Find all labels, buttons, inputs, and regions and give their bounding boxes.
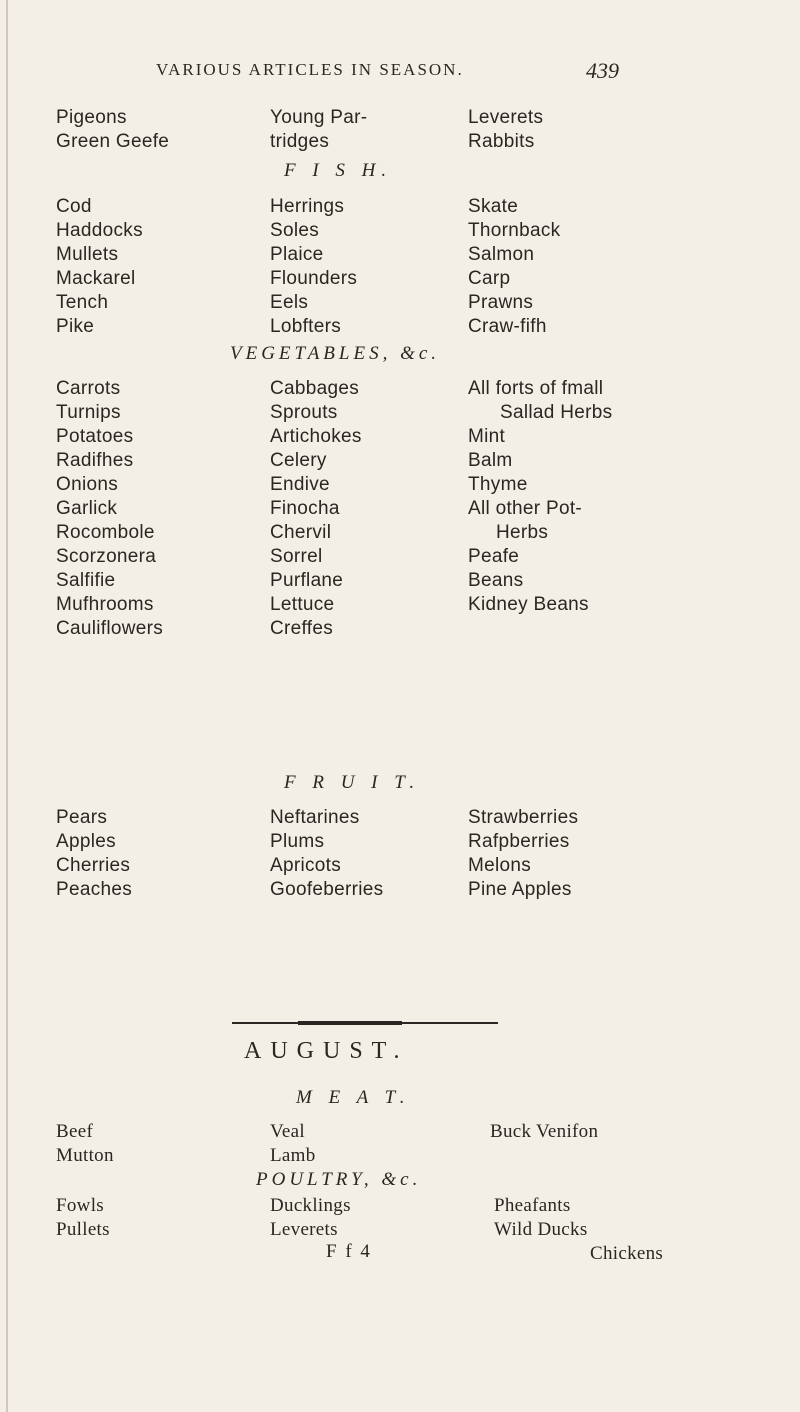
running-head: VARIOUS ARTICLES IN SEASON. [156, 60, 464, 79]
item: Veal [270, 1121, 305, 1142]
item: Rafpberries [468, 831, 570, 852]
item: Lobfters [270, 316, 342, 337]
item: Peafe [468, 546, 520, 567]
item: Sprouts [270, 402, 338, 423]
list-row [0, 267, 800, 291]
list-row [0, 425, 800, 449]
item: Salmon [468, 244, 535, 265]
item: tridges [270, 131, 330, 152]
item: Sorrel [270, 546, 323, 567]
list-row [0, 806, 800, 830]
item: Onions [56, 474, 119, 495]
list-row [0, 291, 800, 315]
item: Lamb [270, 1145, 316, 1166]
list-row [0, 1144, 800, 1168]
item: Pears [56, 807, 108, 828]
list-row [0, 878, 800, 902]
item: Balm [468, 450, 513, 471]
item: Beef [56, 1121, 94, 1142]
item: Radifhes [56, 450, 134, 471]
meat-list [0, 1120, 800, 1168]
list-row [0, 219, 800, 243]
fish-heading: F I S H. [284, 160, 393, 181]
item: Neftarines [270, 807, 360, 828]
item: Rocombole [56, 522, 155, 543]
list-row [0, 593, 800, 617]
item: Chickens [590, 1243, 664, 1264]
vegetables-list [0, 377, 800, 641]
item: Artichokes [270, 426, 362, 447]
item: Herrings [270, 196, 345, 217]
item: Ducklings [270, 1195, 351, 1216]
list-row [0, 545, 800, 569]
list-row [0, 106, 800, 130]
item: Plums [270, 831, 325, 852]
signature-mark: F f 4 [326, 1241, 372, 1262]
item: Peaches [56, 879, 133, 900]
item: Scorzonera [56, 546, 157, 567]
item: Turnips [56, 402, 121, 423]
item: All other Pot- [468, 498, 583, 519]
item: Plaice [270, 244, 324, 265]
item: Green Geefe [56, 131, 170, 152]
item: Beans [468, 570, 524, 591]
item: Mufhrooms [56, 594, 154, 615]
item: Wild Ducks [494, 1219, 588, 1240]
item: Finocha [270, 498, 340, 519]
fish-list [0, 195, 800, 339]
item: Apples [56, 831, 116, 852]
item: Soles [270, 220, 320, 241]
item: Mint [468, 426, 506, 447]
item: Buck Venifon [490, 1121, 599, 1142]
item: Fowls [56, 1195, 104, 1216]
item: Mackarel [56, 268, 136, 289]
item: Strawberries [468, 807, 579, 828]
page-header [0, 58, 800, 88]
list-row [0, 1242, 800, 1266]
item: Garlick [56, 498, 118, 519]
item: Cauliflowers [56, 618, 164, 639]
item: Leverets [468, 107, 544, 128]
meat-heading: M E A T. [296, 1087, 411, 1108]
item: Carrots [56, 378, 121, 399]
list-row [0, 315, 800, 339]
item: Herbs [496, 522, 549, 543]
list-row [0, 401, 800, 425]
vegetables-heading: VEGETABLES, &c. [230, 343, 441, 364]
item: Tench [56, 292, 109, 313]
item: Skate [468, 196, 519, 217]
list-row [0, 1120, 800, 1144]
list-row [0, 449, 800, 473]
item: Pheafants [494, 1195, 571, 1216]
item: Eels [270, 292, 309, 313]
item: Cod [56, 196, 92, 217]
item: Pullets [56, 1219, 110, 1240]
poultry-heading: POULTRY, &c. [256, 1169, 422, 1190]
item: Leverets [270, 1219, 338, 1240]
item: Flounders [270, 268, 358, 289]
list-row [0, 521, 800, 545]
item: Thyme [468, 474, 528, 495]
list-row [0, 617, 800, 641]
item: Rabbits [468, 131, 535, 152]
item: Mutton [56, 1145, 114, 1166]
item: Endive [270, 474, 330, 495]
list-row [0, 569, 800, 593]
item: All forts of fmall [468, 378, 604, 399]
item: Goofeberries [270, 879, 384, 900]
list-row [0, 195, 800, 219]
page-number: 439 [586, 58, 619, 83]
item: Young Par- [270, 107, 368, 128]
game-list [0, 106, 800, 154]
item: Lettuce [270, 594, 335, 615]
fruit-heading: F R U I T. [284, 772, 421, 793]
item: Craw-fifh [468, 316, 547, 337]
item: Haddocks [56, 220, 143, 241]
fruit-list [0, 806, 800, 902]
poultry-list [0, 1194, 800, 1266]
item: Cherries [56, 855, 131, 876]
item: Pine Apples [468, 879, 572, 900]
item: Creffes [270, 618, 333, 639]
list-row [0, 830, 800, 854]
list-row [0, 243, 800, 267]
item: Apricots [270, 855, 342, 876]
item: Mullets [56, 244, 119, 265]
item: Prawns [468, 292, 534, 313]
item: Purflane [270, 570, 344, 591]
item: Celery [270, 450, 327, 471]
list-row [0, 1194, 800, 1218]
section-divider-center [298, 1021, 402, 1025]
list-row [0, 130, 800, 154]
item: Melons [468, 855, 532, 876]
item: Carp [468, 268, 511, 289]
list-row [0, 854, 800, 878]
item: Pigeons [56, 107, 127, 128]
item: Kidney Beans [468, 594, 589, 615]
item: Cabbages [270, 378, 360, 399]
item: Chervil [270, 522, 332, 543]
list-row [0, 1218, 800, 1242]
item: Thornback [468, 220, 561, 241]
list-row [0, 377, 800, 401]
item: Potatoes [56, 426, 134, 447]
list-row [0, 497, 800, 521]
item: Sallad Herbs [500, 402, 613, 423]
list-row [0, 473, 800, 497]
month-heading: AUGUST. [244, 1038, 409, 1064]
item: Pike [56, 316, 95, 337]
item: Salfifie [56, 570, 116, 591]
